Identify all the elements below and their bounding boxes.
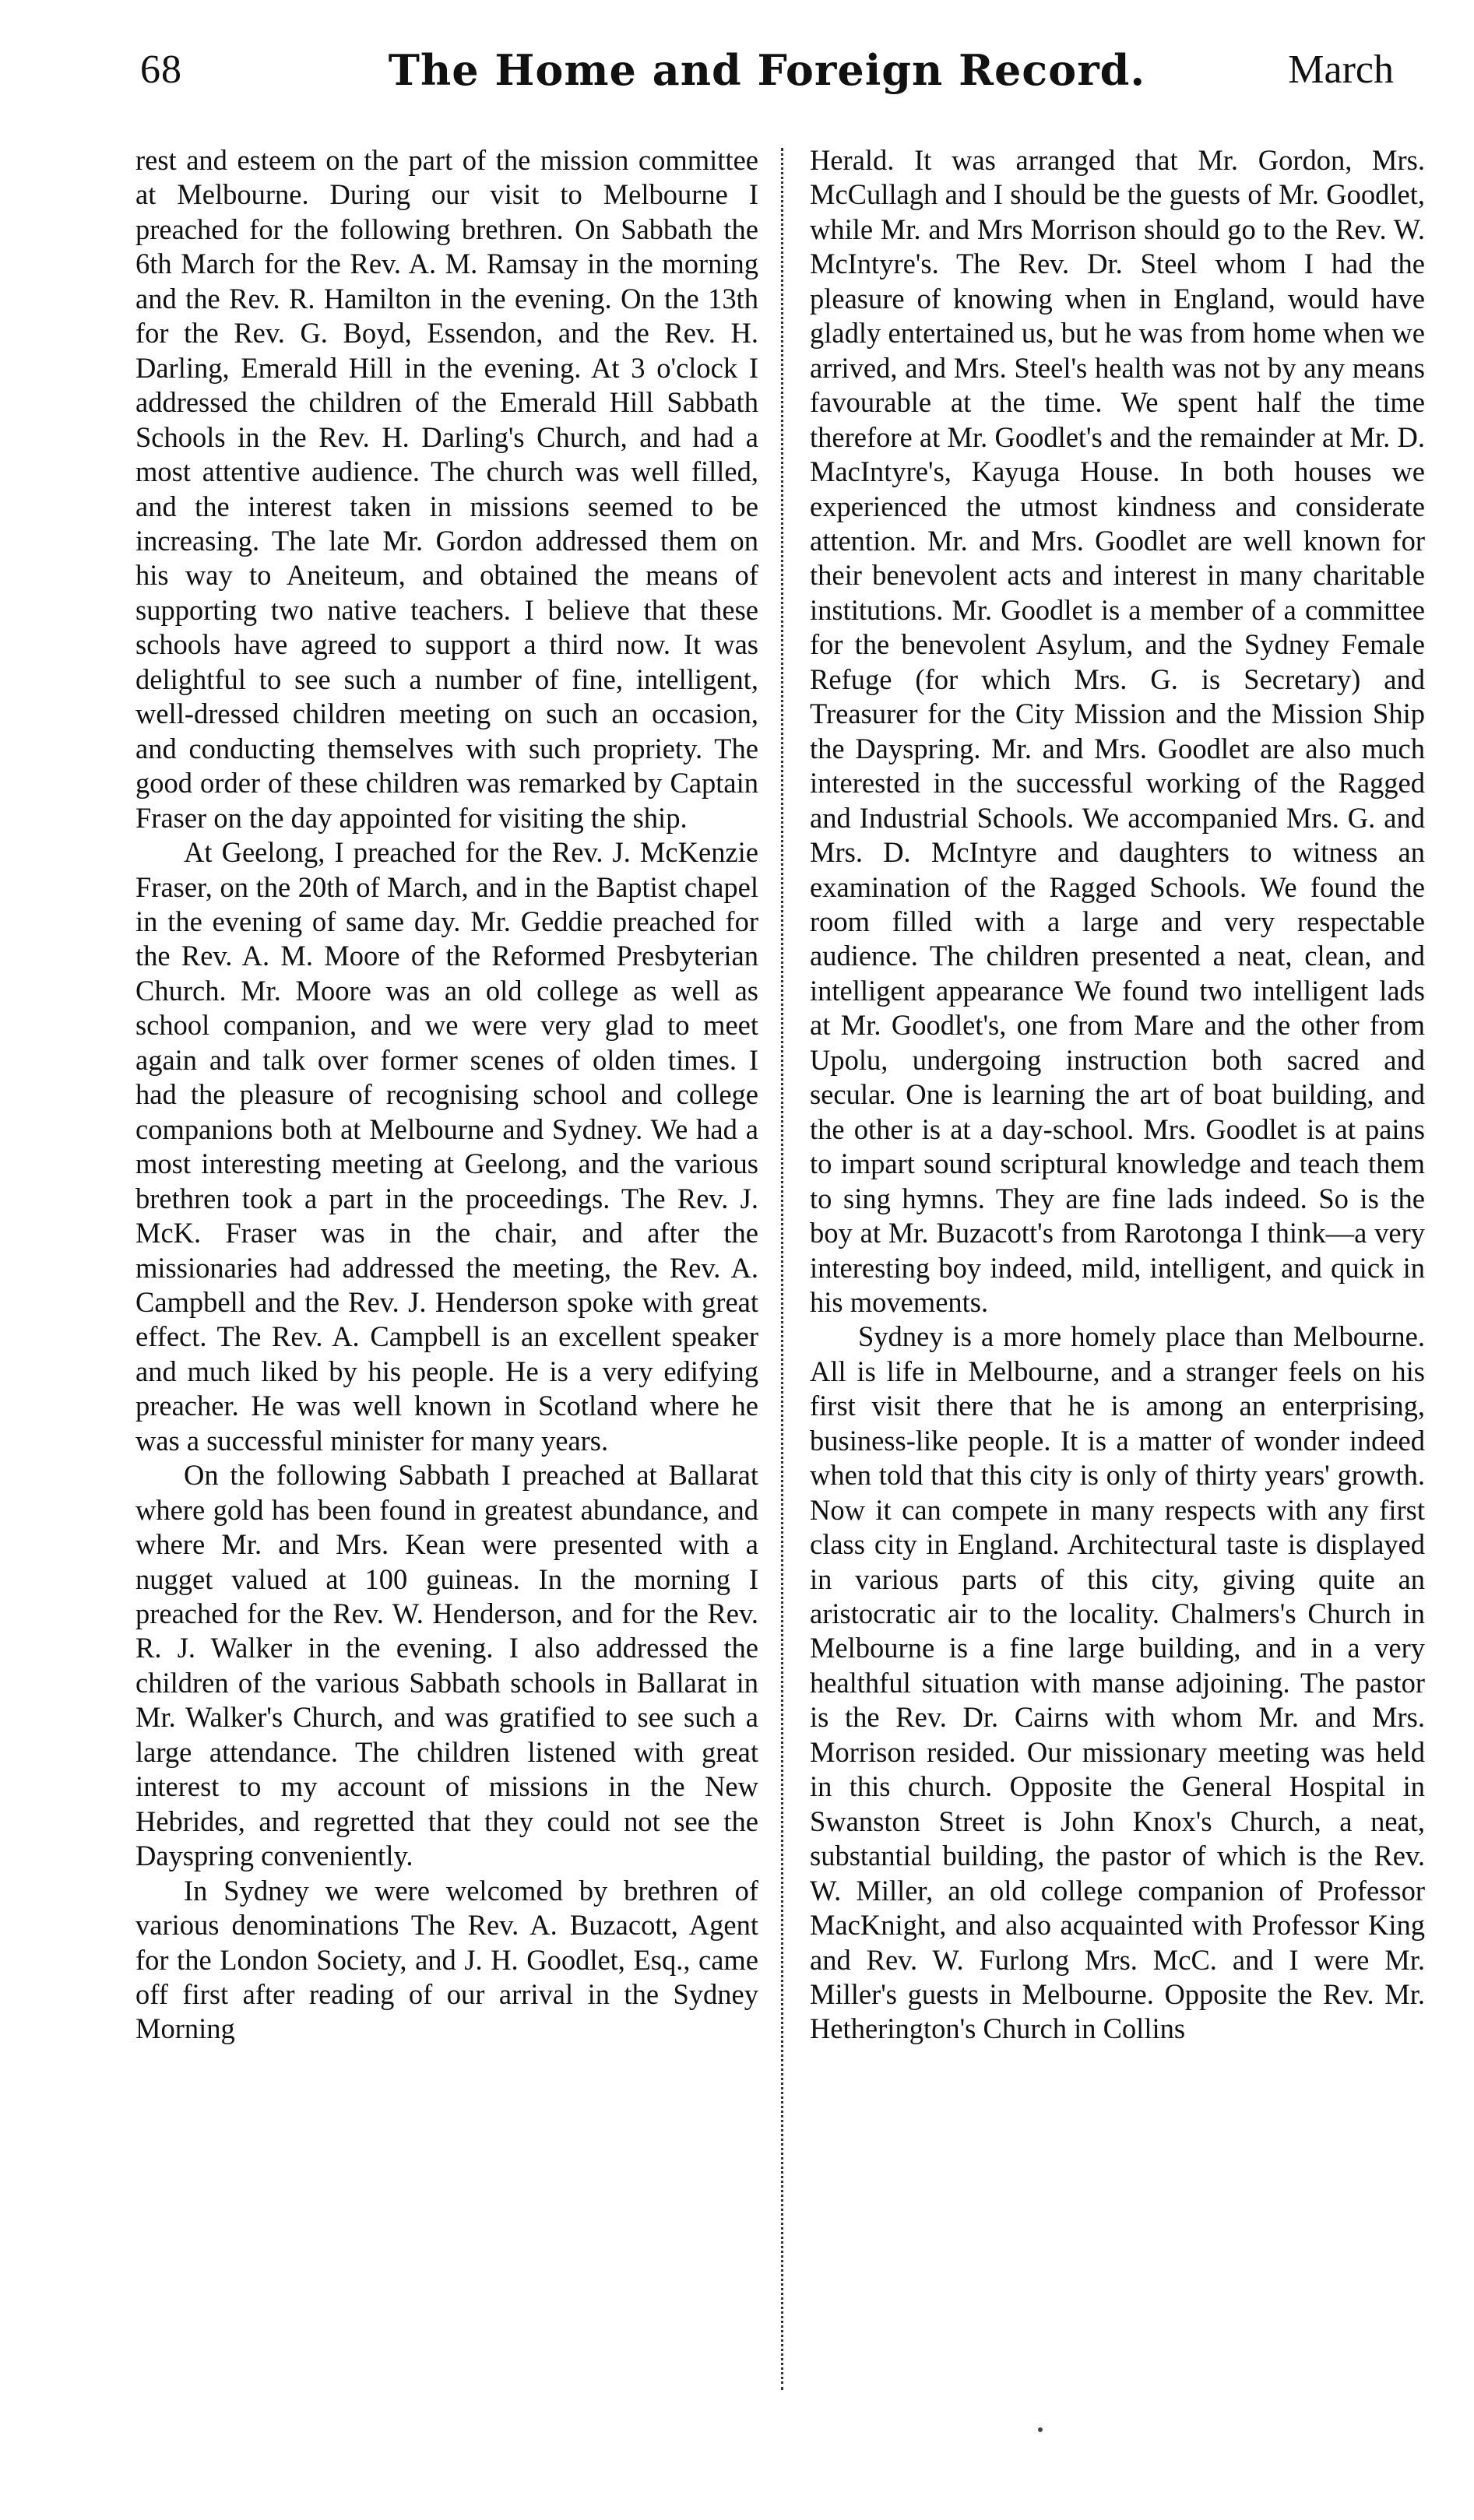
page-header	[140, 45, 1394, 100]
left-paragraph-4: In Sydney we were welcomed by brethren of various denominations The Rev. A. Buzacott, Agent for the London Society, and J. H. Goodlet, Esq., came off first after reading of our arrival in the Sydney Morning	[135, 1874, 758, 2045]
column-divider	[781, 148, 783, 2390]
right-paragraph-2: Sydney is a more homely place than Melbourne. All is life in Melbourne, and a stranger feels on his first visit there that he is among an enterprising, business-like people. It is a matter of wonder indeed when told that this city is only of thirty years' growth. Now it can compete in many respects with any first class city in England. Architectural taste is displayed in various parts of this city, giving quite an aristocratic air to the locality. Chalmers's Church in Melbourne is a fine large building, and in a very healthful situation with manse adjoining. The pastor is the Rev. Dr. Cairns with whom Mr. and Mrs. Morrison resided. Our missionary meeting was held in this church. Opposite the General Hospital in Swanston Street is John Knox's Church, a neat, substantial building, the pastor of which is the Rev. W. Miller, an old college companion of Professor MacKnight, and also acquainted with Professor King and Rev. W. Furlong Mrs. McC. and I were Mr. Miller's guests in Melbourne. Opposite the Rev. Mr. Hetherington's Church in Collins	[810, 1320, 1425, 2045]
left-paragraph-1: rest and esteem on the part of the mission committee at Melbourne. During our visit to Melbourne I preached for the following brethren. On Sabbath the 6th March for the Rev. A. M. Ramsay in the morning and the Rev. R. Hamilton in the evening. On the 13th for the Rev. G. Boyd, Essendon, and the Rev. H. Darling, Emerald Hill in the evening. At 3 o'clock I addressed the children of the Emerald Hill Sabbath Schools in the Rev. H. Darling's Church, and had a most attentive audience. The church was well filled, and the interest taken in missions seemed to be increasing. The late Mr. Gordon addressed them on his way to Aneiteum, and obtained the means of supporting two native teachers. I believe that these schools have agreed to support a third now. It was delightful to see such a number of fine, intelligent, well-dressed children meeting on such an occasion, and conducting themselves with such propriety. The good order of these children was remarked by Captain Fraser on the day appointed for visiting the ship.	[135, 144, 758, 834]
page-number: 68	[140, 47, 182, 92]
header-month: March	[1288, 47, 1394, 92]
page-speck	[1038, 2427, 1043, 2432]
left-paragraph-3: On the following Sabbath I preached at Ballarat where gold has been found in greatest abundance, and where Mr. and Mrs. Kean were presented with a nugget valued at 100 guineas. In the morning I preached for the Rev. W. Henderson, and for the Rev. R. J. Walker in the evening. I also addressed the children of the various Sabbath schools in Ballarat in Mr. Walker's Church, and was gratified to see such a large attendance. The children listened with great interest to my account of missions in the New Hebrides, and regretted that they could not see the Dayspring conveniently.	[135, 1459, 758, 1872]
right-column	[810, 143, 1425, 2047]
left-paragraph-2: At Geelong, I preached for the Rev. J. McKenzie Fraser, on the 20th of March, and in the Baptist chapel in the evening of same day. Mr. Geddie preached for the Rev. A. M. Moore of the Reformed Presbyterian Church. Mr. Moore was an old college as well as school companion, and we were very glad to meet again and talk over former scenes of olden times. I had the pleasure of recognising school and college companions both at Melbourne and Sydney. We had a most interesting meeting at Geelong, and the various brethren took a part in the proceedings. The Rev. J. McK. Fraser was in the chair, and after the missionaries had addressed the meeting, the Rev. A. Campbell and the Rev. J. Henderson spoke with great effect. The Rev. A. Campbell is an excellent speaker and much liked by his people. He is a very edifying preacher. He was well known in Scotland where he was a successful minister for many years.	[135, 836, 758, 1457]
left-column	[135, 143, 758, 2047]
running-title: The Home and Foreign Record.	[388, 45, 1146, 95]
right-paragraph-1: Herald. It was arranged that Mr. Gordon, Mrs. McCullagh and I should be the guests of Mr. Goodlet, while Mr. and Mrs Morrison should go to the Rev. W. McIntyre's. The Rev. Dr. Steel whom I had the pleasure of knowing when in England, would have gladly entertained us, but he was from home when we arrived, and Mrs. Steel's health was not by any means favourable at the time. We spent half the time therefore at Mr. Goodlet's and the remainder at Mr. D. MacIntyre's, Kayuga House. In both houses we experienced the utmost kindness and considerate attention. Mr. and Mrs. Goodlet are well known for their benevolent acts and interest in many charitable institutions. Mr. Goodlet is a member of a committee for the benevolent Asylum, and the Sydney Female Refuge (for which Mrs. G. is Secretary) and Treasurer for the City Mission and the Mission Ship the Dayspring. Mr. and Mrs. Goodlet are also much interested in the successful working of the Ragged and Industrial Schools. We accompanied Mrs. G. and Mrs. D. McIntyre and daughters to witness an examination of the Ragged Schools. We found the room filled with a large and very respectable audience. The children presented a neat, clean, and intelligent appearance We found two intelligent lads at Mr. Goodlet's, one from Mare and the other from Upolu, undergoing instruction both sacred and secular. One is learning the art of boat building, and the other is at a day-school. Mrs. Goodlet is at pains to impart sound scriptural knowledge and teach them to sing hymns. They are fine lads indeed. So is the boy at Mr. Buzacott's from Rarotonga I think—a very interesting boy indeed, mild, intelligent, and quick in his movements.	[810, 144, 1425, 1318]
